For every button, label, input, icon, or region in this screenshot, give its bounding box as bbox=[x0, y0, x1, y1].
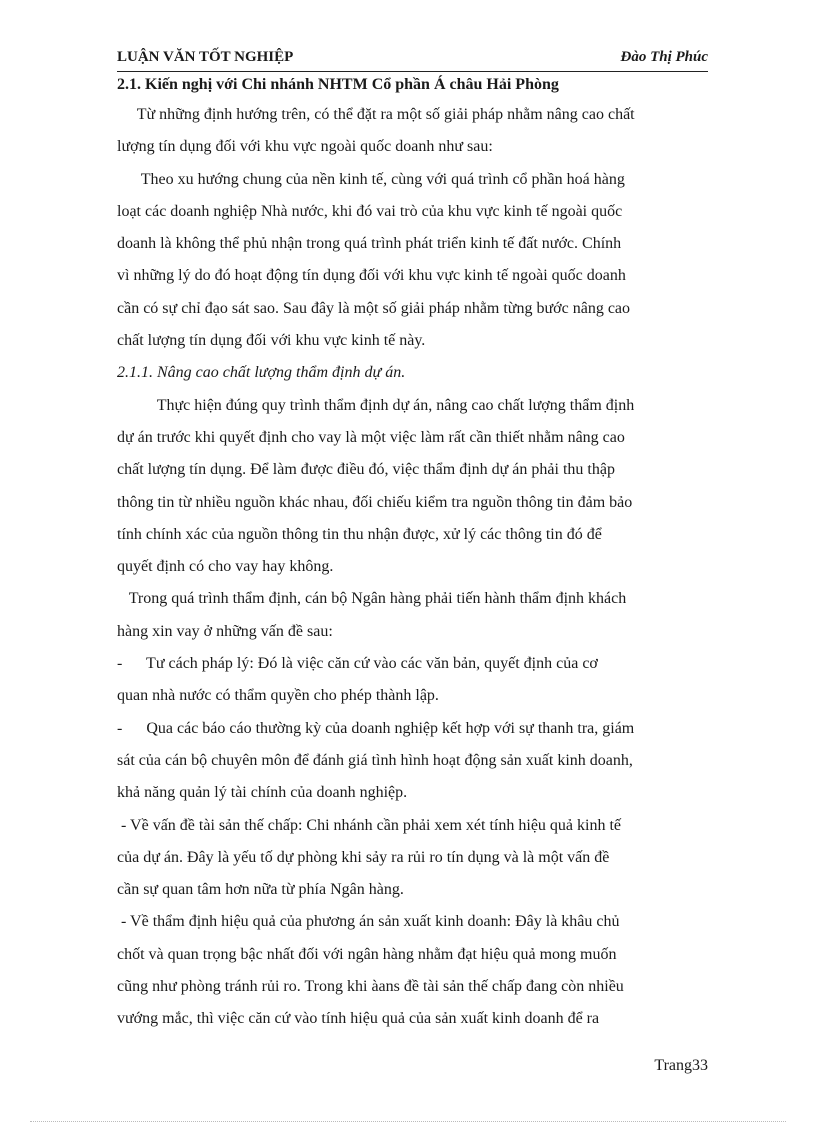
text-line: chất lượng tín dụng đối với khu vực kinh tế này. bbox=[117, 332, 426, 350]
page-header bbox=[117, 49, 708, 72]
text-line: Theo xu hướng chung của nền kinh tế, cùng với quá trình cổ phần hoá hàng bbox=[117, 170, 625, 188]
text-line: của dự án. Đây là yếu tố dự phòng khi sảy ra rủi ro tín dụng và là một vấn đề bbox=[117, 848, 610, 866]
text-line: lượng tín dụng đối với khu vực ngoài quốc doanh như sau: bbox=[117, 138, 493, 156]
text-line: cần sự quan tâm hơn nữa từ phía Ngân hàng. bbox=[117, 881, 404, 899]
section-title: 2.1. Kiến nghị với Chi nhánh NHTM Cổ phần Á châu Hải Phòng bbox=[117, 76, 559, 93]
text-line: quyết định có cho vay hay không. bbox=[117, 558, 334, 576]
text-line: cần có sự chỉ đạo sát sao. Sau đây là một số giải pháp nhằm từng bước nâng cao bbox=[117, 299, 631, 317]
list-item: - Tư cách pháp lý: Đó là việc căn cứ vào các văn bản, quyết định của cơ bbox=[117, 655, 598, 673]
text-line: chốt và quan trọng bậc nhất đối với ngân hàng nhằm đạt hiệu quả mong muốn bbox=[117, 945, 617, 963]
text-line: Trong quá trình thẩm định, cán bộ Ngân hàng phải tiến hành thẩm định khách bbox=[117, 590, 627, 608]
text-line: dự án trước khi quyết định cho vay là một việc làm rất cần thiết nhằm nâng cao bbox=[117, 428, 625, 446]
text-line: tính chính xác của nguồn thông tin thu nhận được, xử lý các thông tin đó để bbox=[117, 525, 602, 543]
text-line: Thực hiện đúng quy trình thẩm định dự án, nâng cao chất lượng thẩm định bbox=[117, 396, 635, 414]
text-line: khả năng quản lý tài chính của doanh nghiệp. bbox=[117, 784, 408, 802]
subsection-heading: 2.1.1. Nâng cao chất lượng thẩm định dự án. bbox=[117, 364, 406, 382]
header-title: LUẬN VĂN TỐT NGHIỆP bbox=[117, 49, 294, 65]
text-line: doanh là không thể phủ nhận trong quá trình phát triển kinh tế đất nước. Chính bbox=[117, 235, 622, 253]
text-line: chất lượng tín dụng. Để làm được điều đó, việc thẩm định dự án phải thu thập bbox=[117, 461, 615, 479]
header-author: Đào Thị Phúc bbox=[620, 49, 708, 65]
text-line: loạt các doanh nghiệp Nhà nước, khi đó vai trò của khu vực kinh tế ngoài quốc bbox=[117, 202, 623, 220]
page-number: Trang33 bbox=[654, 1057, 708, 1074]
text-line: quan nhà nước có thẩm quyền cho phép thành lập. bbox=[117, 687, 439, 705]
text-line: cũng như phòng tránh rủi ro. Trong khi àans đề tài sản thế chấp đang còn nhiều bbox=[117, 978, 624, 996]
list-item: - Qua các báo cáo thường kỳ của doanh nghiệp kết hợp với sự thanh tra, giám bbox=[117, 719, 635, 737]
body-text bbox=[117, 99, 707, 1036]
text-line: vướng mắc, thì việc căn cứ vào tính hiệu quả của sản xuất kinh doanh để ra bbox=[117, 1010, 600, 1028]
text-line: hàng xin vay ở những vấn đề sau: bbox=[117, 622, 333, 640]
list-item: - Về thẩm định hiệu quả của phương án sản xuất kinh doanh: Đây là khâu chủ bbox=[117, 913, 620, 931]
text-line: sát của cán bộ chuyên môn để đánh giá tình hình hoạt động sản xuất kinh doanh, bbox=[117, 751, 633, 769]
text-line: vì những lý do đó hoạt động tín dụng đối với khu vực kinh tế ngoài quốc doanh bbox=[117, 267, 626, 285]
text-line: Từ những định hướng trên, có thể đặt ra một số giải pháp nhằm nâng cao chất bbox=[117, 106, 635, 123]
text-line: thông tin từ nhiều nguồn khác nhau, đối chiếu kiểm tra nguồn thông tin đảm bảo bbox=[117, 493, 633, 511]
list-item: - Về vấn đề tài sản thế chấp: Chi nhánh cần phải xem xét tính hiệu quả kinh tế bbox=[117, 816, 622, 834]
page-bottom-divider bbox=[30, 1121, 786, 1122]
